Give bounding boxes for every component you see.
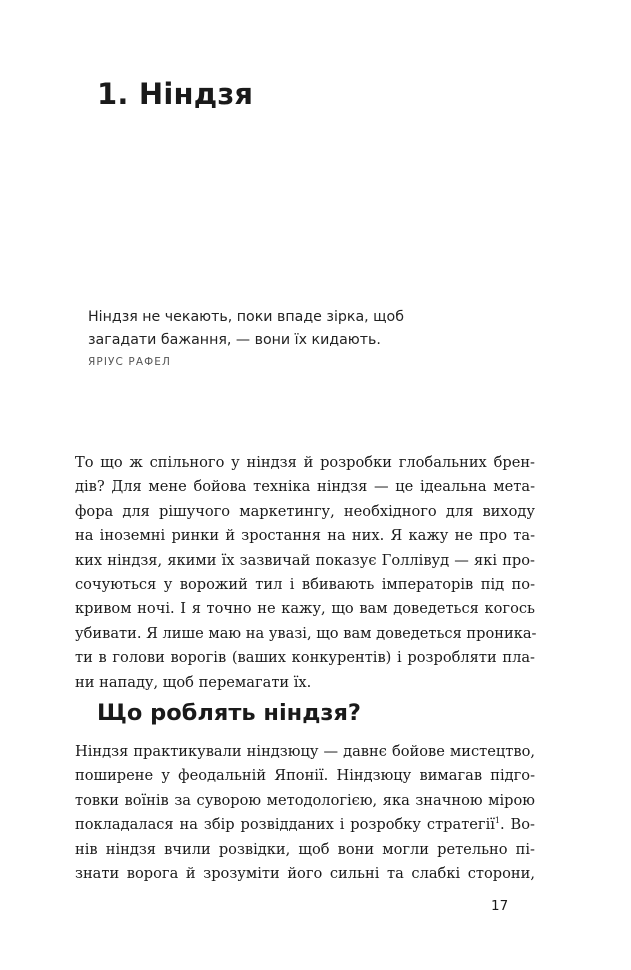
page-number: 17 <box>491 898 509 914</box>
paragraph-ninjutsu <box>75 740 535 886</box>
paragraph-line: убивати. Я лише маю на увазі, що вам доведеться проника- <box>75 624 537 642</box>
epigraph-quote-line: загадати бажання, — вони їх кидають. <box>88 332 381 348</box>
paragraph-line: ти в голови ворогів (ваших конкурентів) і розробляти пла- <box>75 649 535 667</box>
paragraph-line: сочуються у ворожий тил і вбивають імператорів під по- <box>75 576 535 594</box>
paragraph-line: То що ж спільного у ніндзя й розробки глобальних брен- <box>75 454 535 471</box>
paragraph-line-with-footnote <box>75 813 535 837</box>
paragraph-line: знати ворога й зрозуміти його сильні та слабкі сторони, <box>75 865 535 883</box>
paragraph-line: нів ніндзя вчили розвідки, щоб вони могли ретельно пі- <box>75 840 535 858</box>
epigraph-quote-line: Ніндзя не чекають, поки впаде зірка, щоб <box>88 309 404 325</box>
section-heading: Що роблять ніндзя? <box>97 700 361 726</box>
paragraph-line: на іноземні ринки й зростання на них. Я кажу не про та- <box>75 527 535 545</box>
paragraph-line: кривом ночі. І я точно не кажу, що вам доведеться когось <box>75 600 535 618</box>
chapter-title: 1. Ніндзя <box>97 77 254 111</box>
paragraph-intro <box>75 451 535 695</box>
paragraph-line: Ніндзя практикували ніндзюцу — давнє бойове мистецтво, <box>75 743 535 760</box>
paragraph-line: ких ніндзя, якими їх зазвичай показує Голлівуд — які про- <box>75 551 535 569</box>
paragraph-line: ни нападу, щоб перемагати їх. <box>75 673 312 691</box>
epigraph-author: ЯРІУС РАФЕЛ <box>88 356 171 368</box>
epigraph <box>88 306 508 370</box>
paragraph-line: фора для рішучого маркетингу, необхідного для виходу <box>75 502 535 520</box>
paragraph-line: дів? Для мене бойова техніка ніндзя — це ідеальна мета- <box>75 478 535 496</box>
footnote-marker[interactable]: 1 <box>494 816 500 826</box>
paragraph-line: поширене у феодальній Японії. Ніндзюцу вимагав підго- <box>75 767 535 785</box>
paragraph-line-text: покладалася на збір розвідданих і розробку стратегії <box>75 816 495 834</box>
paragraph-line-tail: . Во- <box>500 816 535 834</box>
paragraph-line: товки воїнів за суворою методологією, яка значною мірою <box>75 791 535 809</box>
